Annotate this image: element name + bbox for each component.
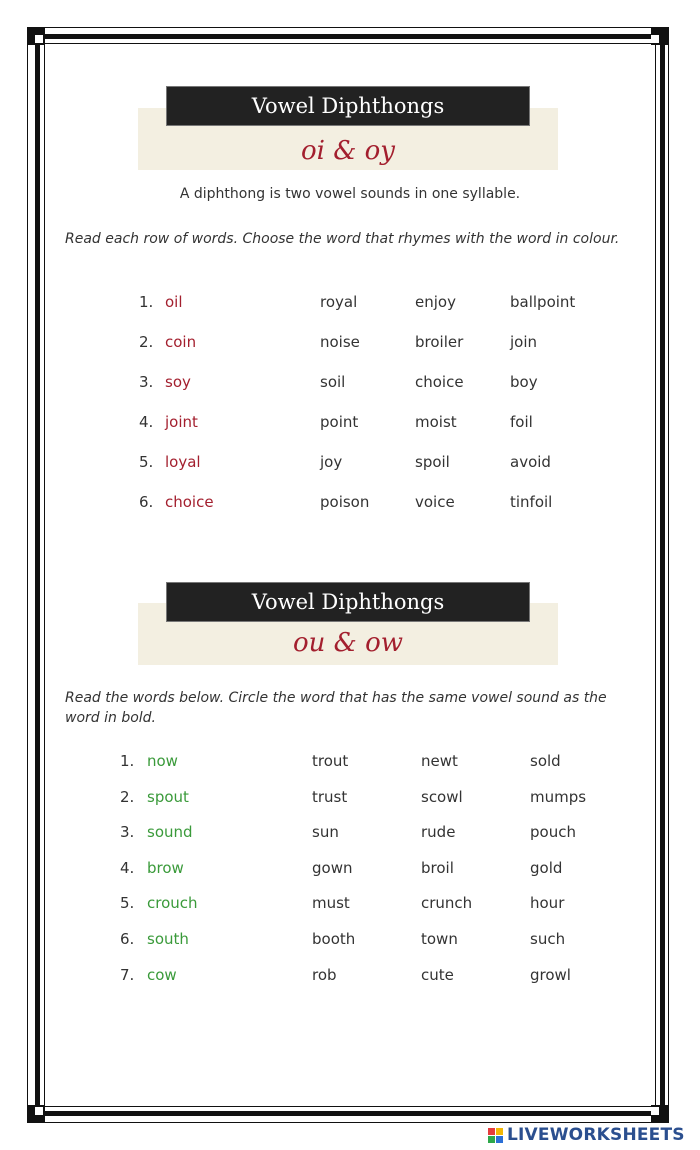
row-number: 6. [120, 930, 135, 948]
frame-corner-notch [35, 1107, 43, 1115]
row-number: 4. [139, 413, 154, 431]
word-option[interactable]: soil [320, 373, 346, 391]
word-option[interactable]: royal [320, 293, 358, 311]
target-word: choice [165, 493, 214, 511]
row-number: 1. [139, 293, 154, 311]
word-option[interactable]: cute [421, 965, 454, 984]
row-number: 5. [139, 453, 154, 471]
word-row [0, 333, 700, 355]
word-option[interactable]: newt [421, 752, 458, 770]
word-option[interactable]: ballpoint [510, 293, 576, 311]
frame-corner-notch [35, 35, 43, 43]
word-row [0, 930, 700, 952]
target-word: cow [147, 965, 177, 984]
word-option[interactable]: tinfoil [510, 493, 553, 511]
word-option[interactable]: boy [510, 373, 538, 391]
word-option[interactable]: gold [530, 858, 563, 877]
word-row [0, 373, 700, 395]
word-row [0, 752, 700, 774]
liveworksheets-logo [488, 1124, 685, 1146]
word-option[interactable]: booth [312, 930, 356, 948]
word-row [0, 493, 700, 515]
logo-text: LIVEWORKSHEETS [507, 1125, 685, 1145]
word-option[interactable]: moist [415, 413, 457, 431]
target-word: crouch [147, 894, 198, 913]
frame-corner-notch [651, 1107, 659, 1115]
word-row [0, 823, 700, 845]
logo-icon [488, 1128, 503, 1143]
word-option[interactable]: sun [312, 823, 339, 842]
target-word: south [147, 930, 189, 948]
row-number: 3. [139, 373, 154, 391]
target-word: coin [165, 333, 197, 351]
section1-instruction: Read each row of words. Choose the word that rhymes with the word in colour. [65, 231, 620, 247]
section2-title: Vowel Diphthongs [166, 582, 530, 622]
word-option[interactable]: scowl [421, 787, 463, 806]
word-option[interactable]: broiler [415, 333, 464, 351]
word-row [0, 788, 700, 810]
word-option[interactable]: voice [415, 493, 455, 511]
word-option[interactable]: hour [530, 894, 565, 913]
target-word: soy [165, 373, 191, 391]
word-option[interactable]: foil [510, 413, 533, 431]
target-word: now [147, 752, 178, 770]
row-number: 6. [139, 493, 154, 511]
word-option[interactable]: spoil [415, 453, 450, 471]
word-option[interactable]: point [320, 413, 359, 431]
row-number: 3. [120, 823, 135, 842]
target-word: oil [165, 293, 183, 311]
word-option[interactable]: poison [320, 493, 370, 511]
row-number: 2. [120, 787, 135, 806]
word-option[interactable]: sold [530, 752, 561, 770]
word-option[interactable]: avoid [510, 453, 551, 471]
word-option[interactable]: choice [415, 373, 464, 391]
word-row [0, 293, 700, 315]
word-option[interactable]: pouch [530, 823, 576, 842]
word-row [0, 966, 700, 988]
word-option[interactable]: town [421, 930, 458, 948]
word-row [0, 413, 700, 435]
target-word: loyal [165, 453, 201, 471]
frame-corner-notch [651, 35, 659, 43]
section1-title: Vowel Diphthongs [166, 86, 530, 126]
word-option[interactable]: noise [320, 333, 360, 351]
word-option[interactable]: rude [421, 823, 456, 842]
word-option[interactable]: join [510, 333, 538, 351]
word-option[interactable]: trout [312, 752, 349, 770]
word-option[interactable]: rob [312, 965, 337, 984]
word-option[interactable]: enjoy [415, 293, 456, 311]
word-option[interactable]: broil [421, 858, 454, 877]
word-option[interactable]: growl [530, 965, 571, 984]
word-option[interactable]: gown [312, 858, 353, 877]
word-option[interactable]: must [312, 894, 350, 913]
word-option[interactable]: trust [312, 787, 348, 806]
target-word: sound [147, 823, 193, 842]
section2-instruction: Read the words below. Circle the word that has the same vowel sound as the word in bold. [65, 690, 607, 726]
target-word: joint [165, 413, 198, 431]
target-word: brow [147, 858, 184, 877]
word-option[interactable]: such [530, 930, 566, 948]
row-number: 5. [120, 894, 135, 913]
word-row [0, 859, 700, 881]
row-number: 1. [120, 752, 135, 770]
word-row [0, 894, 700, 916]
word-option[interactable]: crunch [421, 894, 473, 913]
row-number: 4. [120, 858, 135, 877]
section2-subtitle: ou & ow [293, 628, 403, 658]
word-option[interactable]: joy [320, 453, 343, 471]
target-word: spout [147, 787, 189, 806]
word-option[interactable]: mumps [530, 787, 587, 806]
section1-subtitle: oi & oy [301, 136, 395, 166]
word-row [0, 453, 700, 475]
row-number: 2. [139, 333, 154, 351]
definition-text: A diphthong is two vowel sounds in one syllable. [179, 186, 521, 202]
row-number: 7. [120, 965, 135, 984]
